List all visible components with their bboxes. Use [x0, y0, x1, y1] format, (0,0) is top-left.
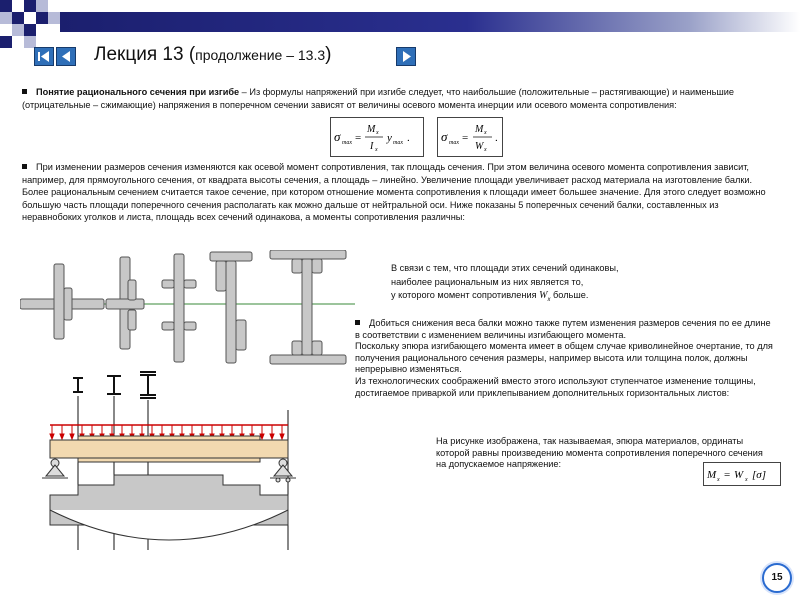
- next-slide-button[interactable]: [396, 47, 416, 66]
- section-icon-1: [73, 378, 83, 392]
- svg-text:W: W: [734, 469, 744, 481]
- load-arrow-head: [60, 434, 64, 439]
- next-slide-icon: [397, 48, 415, 65]
- svg-text:[σ]: [σ]: [752, 469, 766, 481]
- prev-slide-button[interactable]: [56, 47, 76, 66]
- cross-section-1: [20, 264, 104, 339]
- load-arrow-head: [50, 434, 54, 439]
- load-arrow-head: [270, 434, 274, 439]
- svg-text:W: W: [475, 141, 484, 152]
- svg-text:M: M: [367, 124, 376, 135]
- section-icon-3: [140, 372, 156, 398]
- first-slide-icon: [35, 48, 53, 65]
- bullet-icon: [355, 320, 360, 325]
- right-support: [270, 459, 296, 482]
- cover-plate-top: [78, 436, 260, 440]
- section-variable-section: Добиться снижения веса балки можно также путем изменения размеров сечения по ее длине в соответствии с изменением величины изгибающего момента. Поскольку эпюра изгибающего момента имеет в общем случае криволинейное очертание, то для получения рационального сечения размеры, например высота или толщина полок, должны непрерывно изменяться. Из технологических соображений вместо этого используют ступенчатое изменение толщины, достигаемое приваркой или приклепыванием дополнительных горизонтальных листов:: [355, 318, 773, 398]
- section-area-modulus: При изменении размеров сечения изменяются как осевой момент сопротивления, так площадь сечения. При этом величина осевого момента сопротивления зависит, например, для прямоугольного сечения, от квадрата высоты сечения, а площадь – линейно. Увеличение площади увеличивает расход материала на изготовление балки. Более рациональным сечением считается такое сечение, при котором отношение момента сопротивления к площади имеет большее значение. Для этого следует возможно большую часть площади поперечного сечения располагать как можно дальше от нейтральной оси. Ниже показаны 5 поперечных сечений балки, составленных из неравнобоких уголков и листа, площадь всех сечений одинакова, а моменты сопротивления различны:: [22, 162, 766, 223]
- svg-text:x: x: [717, 477, 720, 483]
- svg-text:=: =: [355, 132, 362, 144]
- bullet-icon: [22, 89, 27, 94]
- formula-material-diagram: [703, 462, 781, 486]
- svg-text:x: x: [484, 147, 487, 153]
- load-arrow-head: [280, 434, 284, 439]
- svg-text:x: x: [376, 130, 379, 136]
- svg-text:=: =: [724, 469, 731, 481]
- formula-stress-modulus: [437, 117, 503, 157]
- material-diagram-description: На рисунке изображена, так называемая, эпюра материалов, ординаты которой равны произведению момента сопротивления поперечного сечения на допускаемое напряжение:: [436, 436, 763, 470]
- svg-text:σ: σ: [441, 129, 448, 144]
- svg-text:max: max: [342, 140, 352, 146]
- prev-slide-icon: [57, 48, 75, 65]
- svg-text:.: .: [495, 132, 498, 144]
- page-number-badge: 15: [762, 563, 792, 593]
- svg-text:max: max: [449, 140, 459, 146]
- svg-text:y: y: [387, 132, 392, 144]
- cross-section-3: [162, 254, 196, 362]
- svg-text:M: M: [475, 124, 484, 135]
- note-wx-larger: В связи с тем, что площади этих сечений одинаковы, наиболее рациональным из них является то, у которого момент сопротивления $W_x$ больше.: [391, 263, 619, 303]
- cross-section-5: [270, 250, 346, 364]
- cross-sections-figure: [20, 250, 360, 370]
- first-slide-button[interactable]: [34, 47, 54, 66]
- cover-plate-bottom: [78, 458, 260, 462]
- page-title: Лекция 13 (продолжение – 13.3): [94, 44, 332, 65]
- section-rational-section: Понятие рационального сечения при изгибе – Из формулы напряжений при изгибе следует, что наибольшие (положительные – растягивающие) и наименьшие (отрицательные – сжимающие) напряжения в поперечном сечении зависят от величины осевого момента инерции или осевого момента сопротивления:: [22, 87, 734, 110]
- stepped-beam-figure: [38, 370, 308, 555]
- svg-text:M: M: [707, 469, 717, 481]
- svg-text:I: I: [370, 141, 374, 152]
- svg-text:=: =: [462, 132, 469, 144]
- svg-text:.: .: [407, 132, 410, 144]
- svg-text:max: max: [393, 140, 403, 146]
- svg-text:x: x: [745, 477, 748, 483]
- svg-text:x: x: [375, 147, 378, 153]
- cross-section-2: [106, 257, 144, 349]
- left-support: [42, 459, 68, 478]
- beam-body: [50, 440, 288, 458]
- cross-section-4: [210, 252, 252, 363]
- formula-stress-inertia: [330, 117, 424, 157]
- load-arrow-head: [70, 434, 74, 439]
- svg-text:x: x: [484, 130, 487, 136]
- bullet-icon: [22, 164, 27, 169]
- header-bar: [60, 12, 800, 32]
- corner-grid-decoration: [0, 0, 60, 48]
- load-arrow-head: [260, 434, 264, 439]
- moment-curve: [50, 510, 288, 540]
- svg-text:σ: σ: [334, 129, 341, 144]
- section-icon-2: [107, 376, 121, 394]
